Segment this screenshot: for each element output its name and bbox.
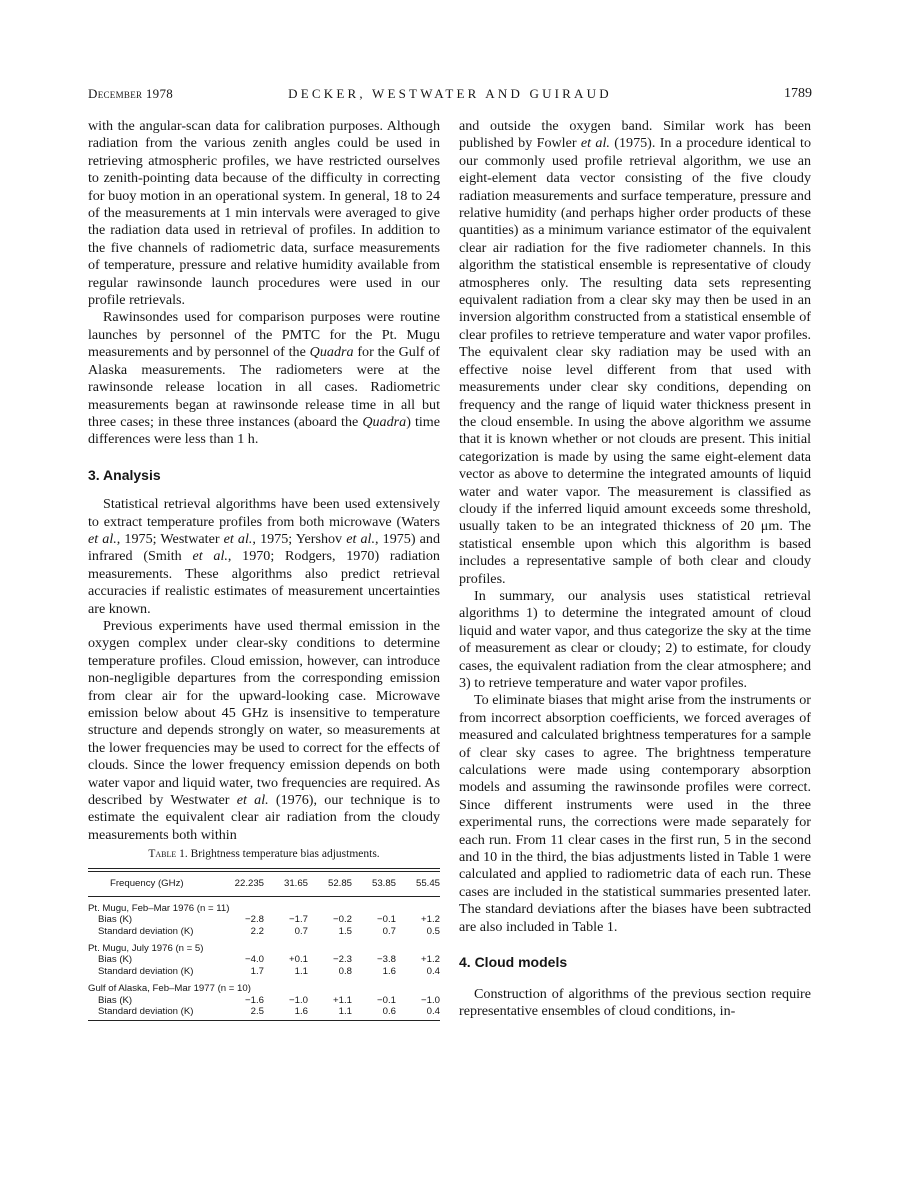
table-row: Bias (K) −1.6 −1.0 +1.1 −0.1 −1.0: [98, 994, 440, 1006]
header-authors: DECKER, WESTWATER AND GUIRAUD: [288, 86, 612, 101]
table-row: Standard deviation (K) 2.5 1.6 1.1 0.6 0.4: [88, 1006, 440, 1021]
bias-table: [88, 872, 440, 1021]
table-row: Bias (K) −4.0 +0.1 −2.3 −3.8 +1.2: [98, 954, 440, 966]
paragraph: and outside the oxygen band. Similar work has been published by Fowler et al. (1975). In a procedure identical to our commonly used profile retrieval algorithm, we use an eight-element data vector consisting of the five cloudy radiation measurements and surface temperature, pressure and relative humidity (and perhaps higher order products of these quantities) as a minimum variance estimator of the equivalent clear air radiation for the five radiometer channels. In this algorithm the statistical ensemble is representative of cloudy atmospheres only. The resulting data sets representing equivalent radiation from a clear sky may then be used in an inversion algorithm constructed from a statistical ensemble of clear profiles to retrieve temperature and water vapor profiles. The equivalent clear sky radiation may be used with an effective noise level different from that used with measurements under clear sky conditions, depending on frequency and the range of liquid water thickness present in the cloud ensemble. In using the above algorithm we assume that it is known whether or not clouds are present. This initial categorization is made by using the same eight-element data vector as above to determine the integrated amounts of liquid water and water vapor. The measurement is classified as cloudy if the inferred liquid amount exceeds some threshold, usually taken to be an integrated thickness of 20 μm. The statistical ensemble upon which this algorithm is based includes a representative sample of both clear and cloudy profiles.: [459, 118, 811, 587]
table-row: Standard deviation (K) 1.7 1.1 0.8 1.6 0.4: [98, 965, 440, 977]
table-row: Standard deviation (K) 2.2 0.7 1.5 0.7 0.5: [98, 925, 440, 937]
column-header: 53.85: [371, 878, 396, 890]
page-number: 1789: [784, 86, 812, 101]
paragraph: In summary, our analysis uses statistical retrieval algorithms 1) to determine the integrated amount of cloud liquid and water vapor, and thus categorize the sky at the time of measurement as clear or cloudy; 2) to estimate, for cloudy cases, the equivalent radiation from the clear atmosphere; and 3) to retrieve temperature and water vapor profiles.: [459, 587, 811, 691]
paragraph: Previous experiments have used thermal emission in the oxygen complex under clear-sky conditions to determine temperature profiles. Cloud emission, however, can introduce non-negligible departures from the corresponding emission from clear air for the upward-looking case. Microwave emission below about 45 GHz is insensitive to temperature structure and depends strongly on water, so measurements at the lower frequencies may be used to correct for the effects of clouds. Since the lower frequency emission depends on both water vapor and liquid water, two frequencies are required. As described by Westwater et al. (1976), our technique is to estimate the equivalent clear air radiation from the cloudy measurements both within: [88, 617, 440, 843]
section-heading: 4. Cloud models: [459, 954, 568, 971]
paragraph: with the angular-scan data for calibration purposes. Although radiation from the various zenith angles could be used in retrieving atmospheric profiles, we have restricted ourselves to zenith-pointing data because of the difficulty in correcting for buoy motion in an operational system. In general, 18 to 24 of the measurements at 1 min intervals were averaged to give the radiation data used in retrieval of profiles. In addition to the five channels of radiometric data, surface measurements of temperature, pressure and relative humidity available from regular rawinsonde launch procedures were used in our profile retrievals.: [88, 118, 440, 309]
left-column: [88, 118, 440, 844]
header-date: December 1978: [88, 86, 174, 101]
group-title: Gulf of Alaska, Feb–Mar 1977 (n = 10): [88, 983, 251, 995]
section-heading: 3. Analysis: [88, 466, 161, 483]
paragraph: Statistical retrieval algorithms have been used extensively to extract temperature profiles from both microwave (Waters et al., 1975; Westwater et al., 1975; Yershov et al., 1975) and infrared (Smith et al., 1970; Rodgers, 1970) radiation measurements. These algorithms also predict retrieval accuracies if realistic estimates of measurement uncertainties are known.: [88, 496, 440, 617]
group-title: Pt. Mugu, Feb–Mar 1976 (n = 11): [88, 902, 230, 914]
column-header: 22.235: [234, 878, 264, 890]
paragraph: Construction of algorithms of the previous section require representative ensembles of cloud conditions, in-: [459, 985, 811, 1019]
right-column: [459, 118, 811, 1020]
table-caption: Table 1. Brightness temperature bias adjustments.: [148, 848, 380, 860]
column-header: 52.85: [327, 878, 352, 890]
table-1: [88, 849, 440, 1021]
column-header: 31.65: [283, 878, 308, 890]
table-row: Bias (K) −2.8 −1.7 −0.2 −0.1 +1.2: [98, 914, 440, 926]
column-header: 55.45: [415, 878, 440, 890]
page-header: [88, 86, 812, 106]
group-title: Pt. Mugu, July 1976 (n = 5): [88, 943, 204, 955]
paragraph: Rawinsondes used for comparison purposes were routine launches by personnel of the PMTC for the Pt. Mugu measurements and by personnel of the Quadra for the Gulf of Alaska measurements. The radiometers were at the rawinsonde release location in all cases. Radiometric measurements began at rawinsonde release time in all but three cases; in these three instances (aboard the Quadra) time differences were less than 1 h.: [88, 309, 440, 448]
paragraph: To eliminate biases that might arise from the instruments or from incorrect absorption coefficients, we forced averages of measured and calculated brightness temperatures for a sample of clear sky cases to agree. The brightness temperature calculations were made using contemporary absorption models and assuming the rawinsonde profiles were correct. Since different instruments were used in the three experimental runs, the corrections were made separately for each run. From 11 clear cases in the first run, 5 in the second and 10 in the third, the bias adjustments listed in Table 1 were calculated and applied to radiometric data of each run. These cases are included in the statistical summaries presented later. The standard deviations after the biases have been subtracted are also included in Table 1.: [459, 692, 811, 935]
column-header: Frequency (GHz): [110, 878, 184, 890]
